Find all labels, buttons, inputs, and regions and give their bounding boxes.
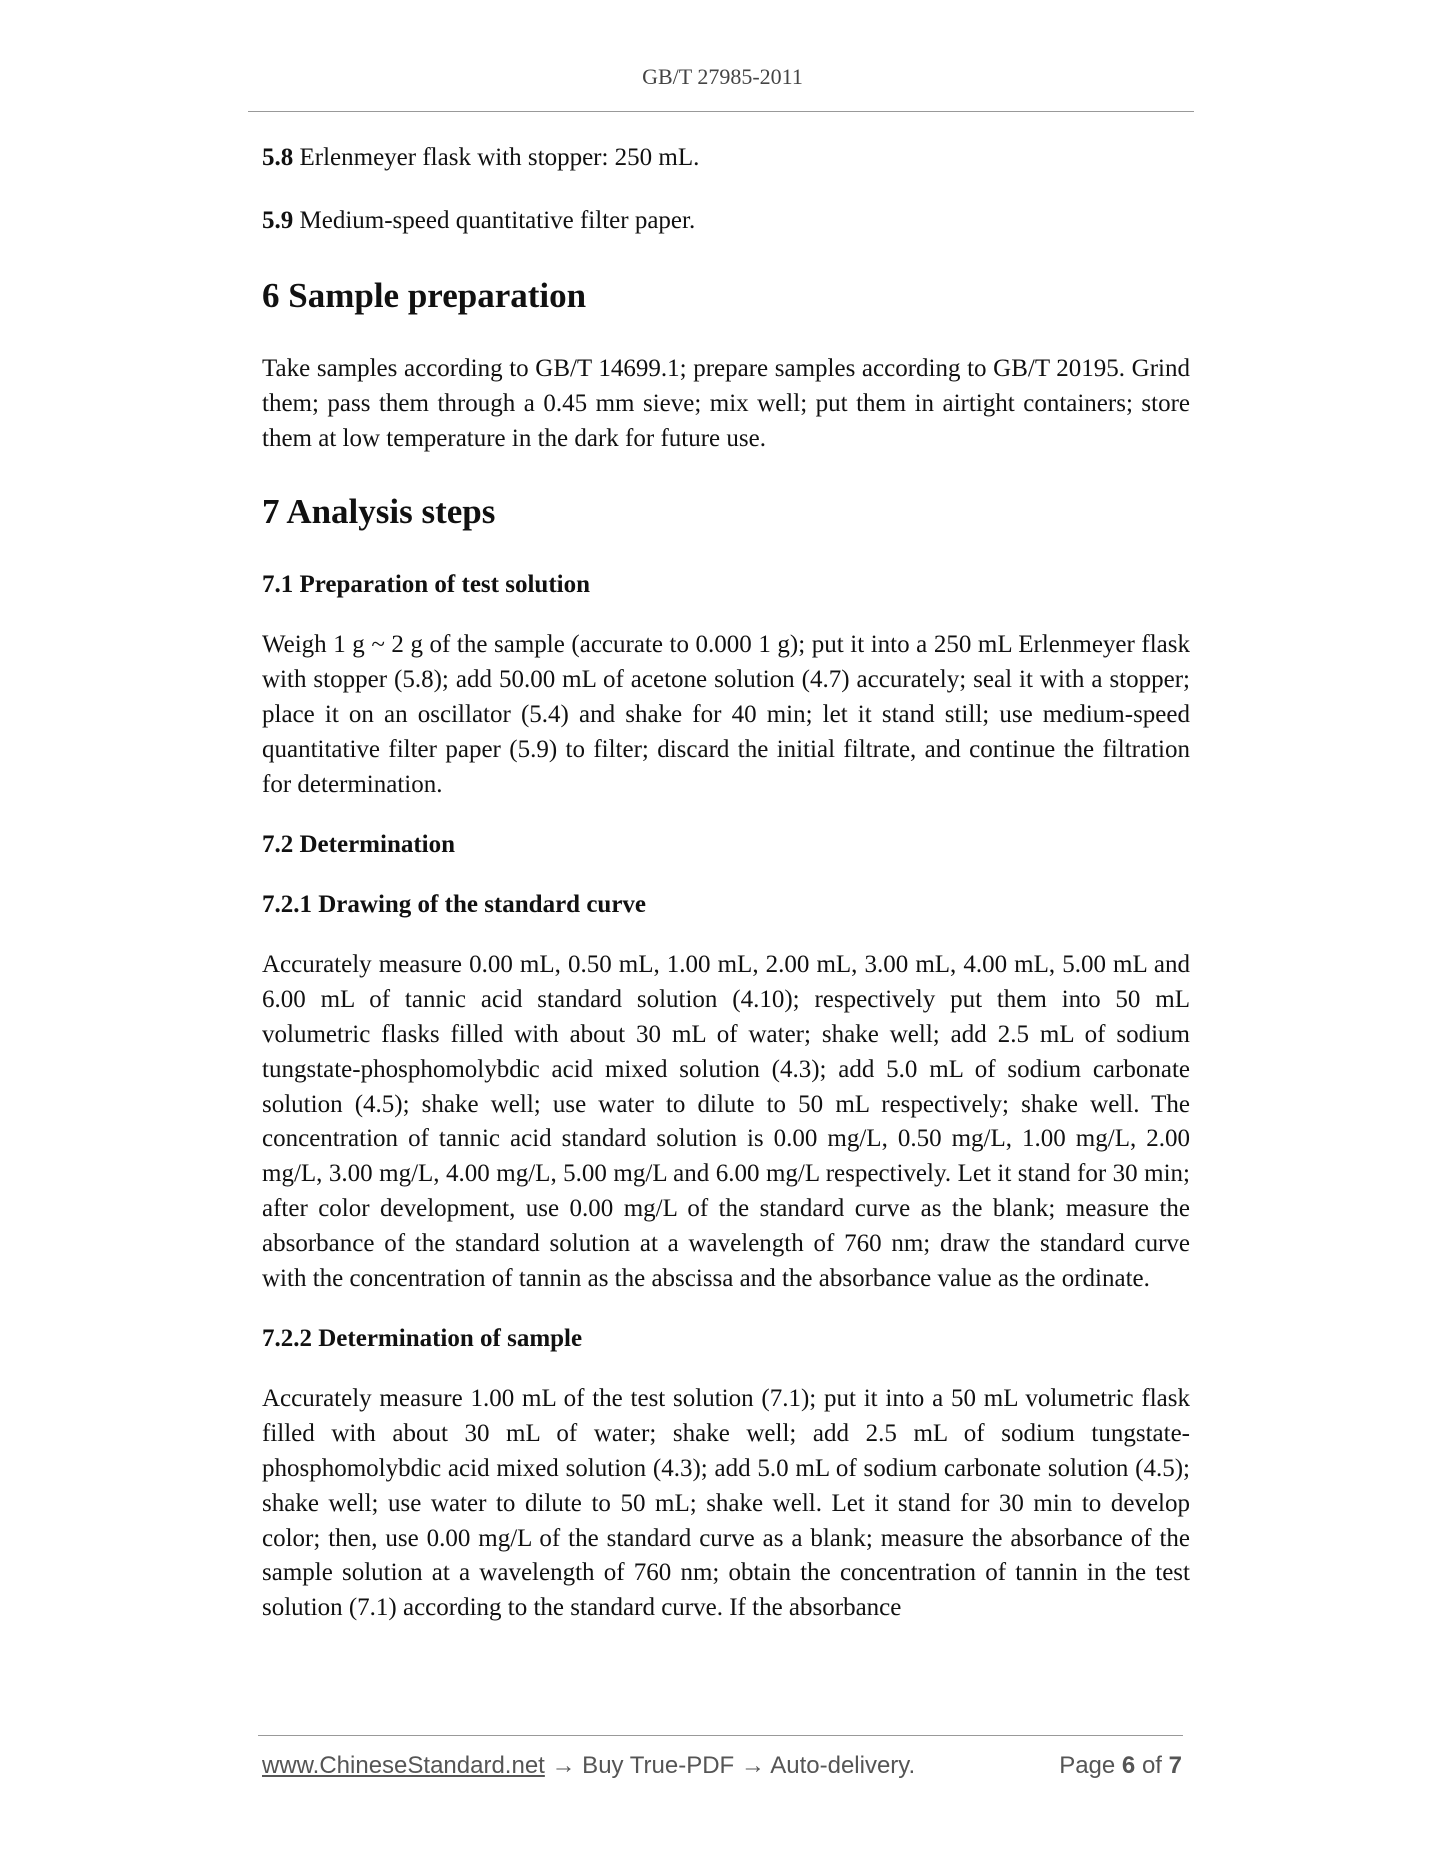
item-text: Medium-speed quantitative filter paper. bbox=[299, 207, 696, 234]
document-header: GB/T 27985-2011 bbox=[642, 64, 803, 89]
section-7-2-heading: 7.2 Determination bbox=[262, 831, 456, 859]
footer-promo bbox=[262, 1752, 915, 1780]
page-number: 6 bbox=[1121, 1752, 1136, 1779]
section-7-1-body: Weigh 1 g ~ 2 g of the sample (accurate to 0.000 1 g); put it into a 250 mL Erlenmeyer flask with stopper (5.8); add 50.00 mL of acetone solution (4.7) accurately; seal it with a stopper; place it on an oscillator (5.4) and shake for 40 min; let it stand still; use medium-speed quantitative filter paper (5.9) to filter; discard the initial filtrate, and continue the filtration for determination. bbox=[262, 631, 1190, 798]
item-number: 5.8 bbox=[262, 144, 294, 171]
footer-divider bbox=[258, 1735, 1183, 1736]
footer-promo-text: → Buy True-PDF → Auto-delivery. bbox=[544, 1752, 916, 1779]
section-7-1-heading: 7.1 Preparation of test solution bbox=[262, 571, 590, 599]
of-word: of bbox=[1141, 1752, 1162, 1779]
page-total: 7 bbox=[1168, 1752, 1182, 1779]
page-footer bbox=[262, 1752, 1182, 1786]
section-7-2-2-body: Accurately measure 1.00 mL of the test solution (7.1); put it into a 50 mL volumetric flask filled with about 30 mL of water; shake well; add 2.5 mL of sodium tungstate-phosphomolybdic acid mixed solution (4.3); add 5.0 mL of sodium carbonate solution (4.5); shake well; use water to dilute to 50 mL; shake well. Let it stand for 30 min to develop color; then, use 0.00 mg/L of the standard curve as a blank; measure the absorbance of the sample solution at a wavelength of 760 nm; obtain the concentration of tannin in the test solution (7.1) according to the standard curve. If the absorbance bbox=[262, 1385, 1190, 1622]
page-word: Page bbox=[1059, 1752, 1116, 1779]
section-7-2-2-heading: 7.2.2 Determination of sample bbox=[262, 1325, 583, 1353]
section-7-2-1-heading: 7.2.1 Drawing of the standard curve bbox=[262, 891, 647, 919]
page-content bbox=[262, 140, 1190, 1652]
section-7-2-1-body: Accurately measure 0.00 mL, 0.50 mL, 1.00 mL, 2.00 mL, 3.00 mL, 4.00 mL, 5.00 mL and 6.00 mL of tannic acid standard solution (4.10); respectively put them into 50 mL volumetric flasks filled with about 30 mL of water; shake well; add 2.5 mL of sodium tungstate-phosphomolybdic acid mixed solution (4.3); add 5.0 mL of sodium carbonate solution (4.5); shake well; use water to dilute to 50 mL respectively; shake well. The concentration of tannic acid standard solution is 0.00 mg/L, 0.50 mg/L, 1.00 mg/L, 2.00 mg/L, 3.00 mg/L, 4.00 mg/L, 5.00 mg/L and 6.00 mg/L respectively. Let it stand for 30 min; after color development, use 0.00 mg/L of the standard curve as the blank; measure the absorbance of the standard solution at a wavelength of 760 nm; draw the standard curve with the concentration of tannin as the abscissa and the absorbance value as the ordinate. bbox=[262, 951, 1190, 1292]
section-6-body: Take samples according to GB/T 14699.1; prepare samples according to GB/T 20195. Grind them; pass them through a 0.45 mm sieve; mix well; put them in airtight containers; store them at low temperature in the dark for future use. bbox=[262, 355, 1190, 452]
item-text: Erlenmeyer flask with stopper: 250 mL. bbox=[299, 144, 700, 171]
website-link[interactable]: www.ChineseStandard.net bbox=[262, 1752, 545, 1779]
header-divider bbox=[248, 111, 1194, 112]
page-indicator bbox=[1059, 1752, 1182, 1780]
list-item-5-9 bbox=[262, 203, 1190, 238]
section-6-heading: 6 Sample preparation bbox=[262, 276, 587, 315]
section-7-heading: 7 Analysis steps bbox=[262, 492, 496, 532]
item-number: 5.9 bbox=[262, 207, 294, 234]
list-item-5-8 bbox=[262, 140, 1190, 175]
